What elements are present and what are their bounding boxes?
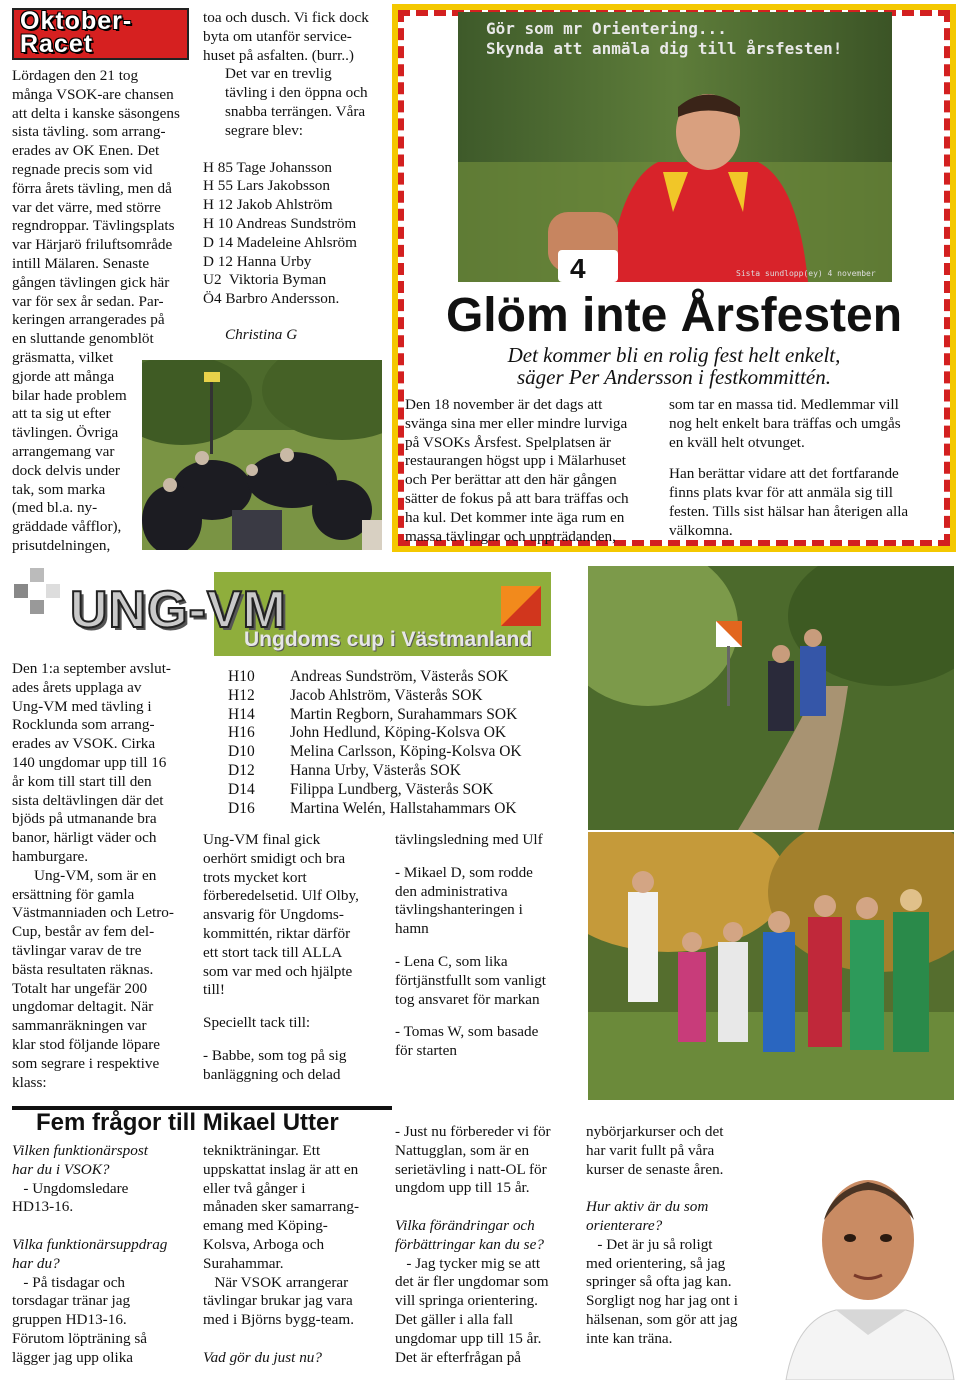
interview-line: Vilken funktionärspost: [12, 1142, 148, 1159]
article-line: ades årets upplaga av: [12, 678, 142, 696]
article-line: - Mikael D, som rodde: [395, 863, 533, 881]
article-line: oerhört smidigt och bra: [203, 849, 346, 867]
article-line: regnade precis som vid: [12, 160, 153, 178]
interview-line: teknikträningar. Ett: [203, 1142, 321, 1159]
article-line: arrangemang var: [12, 442, 115, 460]
subhead-line1: Det kommer bli en rolig fest helt enkelt,: [507, 343, 841, 367]
result-class: H16: [228, 724, 255, 742]
article-line: bilar hade problem: [12, 386, 127, 404]
oktober-race-photo: [142, 360, 382, 550]
logo-line-2: Racet: [20, 30, 94, 58]
article-line: klass:: [12, 1073, 47, 1091]
interview-line: kurser de senaste åren.: [586, 1160, 724, 1178]
interview-line: Förutom löpträning så: [12, 1329, 147, 1347]
ungvm-group-photo: [588, 832, 954, 1100]
article-line: ersättning för gamla: [12, 885, 135, 903]
article-line: välkomna.: [669, 521, 733, 539]
result-winner: John Hedlund, Köping-Kolsva OK: [290, 724, 507, 742]
interview-line: Hur aktiv är du som: [586, 1198, 709, 1216]
interview-line: vill springa orientering.: [395, 1292, 538, 1310]
article-line: var det värre, med större: [12, 198, 161, 216]
interview-line: Det gäller i alla fall: [395, 1310, 514, 1328]
article-line: ett stort tack till ALLA: [203, 943, 343, 961]
article-line: bästa resultaten räknas.: [12, 960, 154, 978]
article-line: kommittén, riktar därför: [203, 924, 351, 942]
interview-line: Sorgligt nog har jag ont i: [586, 1292, 739, 1310]
interview-line: inte kan träna.: [586, 1329, 673, 1347]
interview-line: lägger jag upp olika: [12, 1348, 134, 1366]
article-line: festen. Tills sist hälsar han återigen alla: [669, 502, 909, 520]
interview-line: har varit fullt på våra: [586, 1141, 715, 1159]
article-line: tävlingen. Övriga: [12, 424, 119, 442]
article-line: som tar en massa tid. Medlemmar vill: [669, 396, 899, 413]
interview-line: torsdagar tränar jag: [12, 1292, 131, 1310]
article-line: massa tävlingar och uppträdanden,: [405, 527, 616, 545]
fem-col1: [12, 1142, 202, 1368]
article-line: hamburgare.: [12, 847, 89, 865]
interview-line: månaden sker samarrang-: [203, 1198, 360, 1216]
photo-credit: Sista sundlopp(ey) 4 november: [736, 269, 876, 278]
winner-line: D 14 Madeleine Ahlsröm: [203, 233, 357, 251]
photo-caption-line1: Gör som mr Orientering...: [486, 19, 727, 38]
fem-fragor-title: Fem frågor till Mikael Utter: [36, 1109, 339, 1136]
subhead-line2: säger Per Andersson i festkommittén.: [517, 365, 831, 389]
interview-line: emang med Köping-: [203, 1217, 328, 1235]
article-line: Västmanniaden och Letro-: [12, 904, 174, 922]
article-line: - Lena C, som lika: [395, 952, 508, 970]
article-line: Cup, består av fem del-: [12, 923, 155, 941]
article-line: huset på asfalten. (burr..): [203, 46, 354, 64]
interview-line: När VSOK arrangerar: [203, 1273, 349, 1291]
interview-line: nybörjarkurser och det: [586, 1123, 724, 1140]
arsfesten-photo: [458, 12, 892, 282]
article-line: Lördagen den 21 tog: [12, 67, 139, 84]
oktober-racet-logo: [12, 8, 189, 60]
article-line: regndroppar. Tävlingsplats: [12, 217, 175, 235]
article-line: keringen arrangerades på: [12, 311, 165, 329]
article-line: Rocklunda som arrang-: [12, 716, 155, 734]
article-line: hamn: [395, 920, 429, 938]
interview-line: Surahammar.: [203, 1254, 284, 1272]
result-winner: Filippa Lundberg, Västerås SOK: [290, 780, 494, 798]
result-class: D10: [228, 743, 255, 761]
article-line: år kom till start till den: [12, 772, 152, 790]
article-line: att delta i kanske säsongens: [12, 104, 180, 122]
article-line: gjorde att många: [12, 367, 115, 385]
interview-line: springer så ofta jag kan.: [586, 1273, 732, 1291]
article-line: segrare blev:: [225, 121, 304, 139]
interview-line: [395, 1198, 585, 1217]
article-line: prisutdelningen,: [12, 536, 111, 554]
article-line: tak, som marka: [12, 480, 106, 498]
article-line: trots mycket kort: [203, 868, 307, 886]
result-winner: Martin Regborn, Surahammars SOK: [290, 705, 518, 723]
winner-line: H 12 Jakob Ahlström: [203, 196, 333, 214]
result-winner: Jacob Ahlström, Västerås SOK: [290, 686, 483, 704]
thanks-intro: Speciellt tack till:: [203, 1014, 311, 1032]
bib-number: 4: [570, 253, 586, 282]
interview-line: HD13-16.: [12, 1198, 74, 1216]
interview-line: Nattugglan, som är en: [395, 1141, 530, 1159]
result-row: [228, 762, 522, 781]
interview-line: det är fler ungdomar som: [395, 1273, 549, 1291]
article-line: erades av VSOK. Cirka: [12, 735, 156, 753]
article-line: sista deltävlingen där det: [12, 791, 164, 809]
interview-line: har du i VSOK?: [12, 1160, 110, 1178]
arsfesten-headline: Glöm inte Årsfesten: [445, 289, 903, 342]
author-signature: Christina G: [225, 325, 298, 343]
article-line: en sluttande genomblöt: [12, 330, 154, 348]
article-line: gräddade våfflor),: [12, 518, 122, 536]
article-line: Ung-VM final gick: [203, 831, 321, 848]
result-winner: Hanna Urby, Västerås SOK: [290, 761, 461, 779]
article-line: ha kul. Det kommer inte äga rum en: [405, 508, 625, 526]
interview-line: Det är efterfrågan på: [395, 1348, 522, 1366]
fem-col2: [203, 1142, 393, 1368]
result-class: H10: [228, 668, 255, 685]
article-line: 140 ungdomar upp till 16: [12, 753, 167, 771]
interview-line: eller två gånger i: [203, 1179, 306, 1197]
article-line: tävlingshanteringen i: [395, 901, 523, 919]
interview-line: - Just nu förbereder vi för: [395, 1123, 551, 1140]
article-line: för starten: [395, 1042, 457, 1060]
article-line: (med bl.a. ny-: [12, 499, 98, 517]
article-line: Ung-VM, som är en: [34, 866, 157, 884]
article-line: var Härjarö friluftsområde: [12, 236, 173, 254]
result-class: D12: [228, 761, 255, 779]
article-line: nog helt enkelt bara träffas och umgås: [669, 414, 901, 432]
ungvm-title: UNG-VM: [70, 581, 287, 639]
arsfesten-subhead: [392, 344, 956, 388]
article-line: banläggning och delad: [203, 1065, 341, 1083]
article-line: Den 18 november är det dags att: [405, 396, 603, 413]
article-line: tävlingar varav de tre: [12, 941, 142, 959]
result-class: D16: [228, 799, 255, 817]
result-class: H14: [228, 705, 255, 723]
winner-line: D 12 Hanna Urby: [203, 252, 312, 270]
interview-line: förbättringar kan du se?: [395, 1235, 544, 1253]
photo-caption-line2: Skynda att anmäla dig till årsfesten!: [486, 39, 843, 58]
ungvm-col2: [203, 831, 393, 1085]
result-winner: Martina Welén, Hallstahammars OK: [290, 799, 517, 817]
article-line: ansvarig för Ungdoms-: [203, 906, 344, 924]
interview-line: tävlingar brukar jag vara: [203, 1292, 353, 1310]
result-winner: Melina Carlsson, Köping-Kolsva OK: [290, 743, 522, 761]
article-line: till!: [203, 981, 225, 999]
article-line: var för sex år sedan. Par-: [12, 292, 164, 310]
result-class: D14: [228, 780, 255, 798]
result-row: [228, 781, 522, 800]
interview-line: - Ungdomsledare: [12, 1179, 129, 1197]
ungvm-control-photo: [588, 566, 954, 830]
result-class: H12: [228, 686, 255, 704]
article-line: gräsmatta, vilket: [12, 348, 114, 366]
interview-line: - Jag tycker mig se att: [395, 1254, 541, 1272]
article-line: ungdomar deltagit. När: [12, 998, 154, 1016]
ungvm-subtitle: Ungdoms cup i Västmanland: [244, 628, 533, 651]
result-row: [228, 668, 522, 687]
article-line: - Babbe, som tog på sig: [203, 1046, 347, 1064]
article-line: den administrativa: [395, 882, 508, 900]
result-winner: Andreas Sundström, Västerås SOK: [290, 668, 509, 685]
result-row: [228, 687, 522, 706]
article-line: Den 1:a september avslut-: [12, 660, 171, 677]
winner-line: U2 Viktoria Byman: [203, 271, 327, 289]
winners-list: [203, 159, 388, 309]
article-line: som segrare i respektive: [12, 1054, 160, 1072]
interview-line: Kolsva, Arboga och: [203, 1235, 325, 1253]
article-line: förra årets tävling, men då: [12, 179, 172, 197]
arsfesten-col2: [669, 396, 949, 541]
interview-line: Vilka funktionärsuppdrag: [12, 1235, 168, 1253]
article-line: sätter de fokus på att bara träffas och: [405, 489, 629, 507]
winner-line: H 55 Lars Jakobsson: [203, 177, 330, 195]
result-row: [228, 724, 522, 743]
interview-line: gruppen HD13-16.: [12, 1311, 127, 1329]
article-line: Totalt har ungefär 200: [12, 979, 148, 997]
interview-line: [586, 1179, 776, 1198]
article-line: svänga sina mer eller mindre lurviga: [405, 414, 628, 432]
interview-line: serietävling i natt-OL för: [395, 1160, 547, 1178]
interview-line: orienterare?: [586, 1216, 663, 1234]
interview-line: ungdomar upp till 15 år.: [395, 1329, 542, 1347]
article-line: finns plats kvar för att anmäla sig till: [669, 484, 893, 502]
interview-line: [12, 1217, 202, 1236]
result-row: [228, 706, 522, 725]
interview-line: uppskattat inslag är att en: [203, 1160, 359, 1178]
article-line: - Tomas W, som basade: [395, 1023, 539, 1041]
article-line: många VSOK-are chansen: [12, 85, 174, 103]
interview-line: med orientering, så jag: [586, 1254, 726, 1272]
result-row: [228, 743, 522, 762]
ungvm-col3: [395, 831, 585, 1061]
article-line: och Per berättar att den här gången: [405, 471, 617, 489]
article-line: bjöds på utmanande bra: [12, 810, 157, 828]
interview-line: med i Björns bygg-team.: [203, 1311, 355, 1329]
interview-line: ungdom upp till 15 år.: [395, 1179, 530, 1197]
interview-line: Vilka förändringar och: [395, 1216, 535, 1234]
interview-line: - Det är ju så roligt: [586, 1235, 713, 1253]
interview-line: - På tisdagar och: [12, 1273, 126, 1291]
mikael-utter-portrait: [776, 1120, 960, 1380]
interview-line: [203, 1330, 393, 1349]
article-line: att ta sig ut efter: [12, 405, 111, 423]
article-line: banor, härligt väder och: [12, 829, 157, 847]
ungvm-results-table: [228, 668, 522, 818]
article-line: på VSOKs Årsfest. Spelplatsen är: [405, 433, 611, 451]
arsfesten-col1: [405, 396, 660, 546]
winner-line: H 10 Andreas Sundström: [203, 214, 357, 232]
winner-line: H 85 Tage Johansson: [203, 158, 333, 176]
article-line: restaurangen högst upp i Mälarhuset: [405, 452, 627, 470]
ungvm-col1: [12, 660, 202, 1092]
oktober-article-col2: [203, 9, 388, 345]
article-line: toa och dusch. Vi fick dock: [203, 9, 369, 26]
article-line: sammanräkningen var: [12, 1017, 147, 1035]
fem-col3: [395, 1123, 585, 1367]
article-line: tävling i den öppna och: [225, 84, 368, 102]
interview-line: Vad gör du just nu?: [203, 1348, 322, 1366]
article-line: snabba terrängen. Våra: [225, 102, 366, 120]
interview-line: har du?: [12, 1254, 60, 1272]
ungvm-decor-squares: [14, 568, 74, 628]
article-line: sista tävling. som arrang-: [12, 123, 166, 141]
fem-col4: [586, 1123, 776, 1349]
article-line: Han berättar vidare att det fortfarande: [669, 465, 899, 483]
article-line: erades av OK Enen. Det: [12, 142, 160, 160]
result-row: [228, 800, 522, 819]
article-line: förberedelsetid. Ulf Olby,: [203, 887, 359, 905]
article-line: dock delvis under: [12, 461, 120, 479]
logo-line-1: Oktober-: [20, 7, 133, 35]
col3-line: tävlingsledning med Ulf: [395, 831, 543, 848]
article-line: tog ansvaret för markan: [395, 990, 540, 1008]
article-line: en kväll helt otvunget.: [669, 433, 805, 451]
winner-line: Ö4 Barbro Andersson.: [203, 290, 340, 308]
article-line: klar stod följande löpare: [12, 1035, 161, 1053]
article-line: gången tävlingen gick här: [12, 273, 170, 291]
article-line: förtjänstfullt som vanligt: [395, 971, 547, 989]
article-line: Ung-VM med tävling i: [12, 697, 152, 715]
article-line: som var med och hjälpte: [203, 962, 353, 980]
article-line: byta om utanför service-: [203, 27, 352, 45]
interview-line: hälsenan, som gör att jag: [586, 1310, 738, 1328]
article-line: Det var en trevlig: [225, 65, 332, 83]
article-line: intill Mälaren. Senaste: [12, 254, 150, 272]
